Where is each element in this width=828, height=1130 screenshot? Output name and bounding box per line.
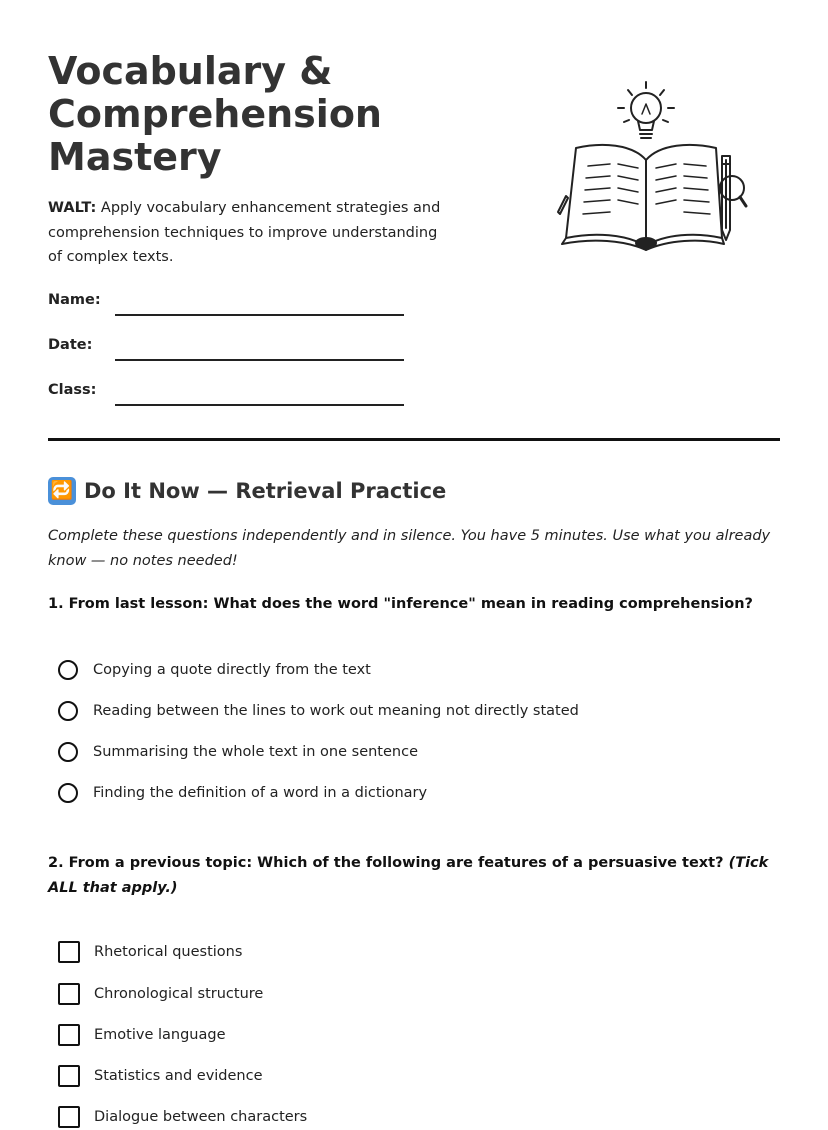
date-field[interactable] xyxy=(48,337,408,367)
option-label: Finding the definition of a word in a dictionary xyxy=(93,785,428,801)
walt-statement xyxy=(48,196,448,270)
radio-button[interactable] xyxy=(58,701,78,721)
checkbox[interactable] xyxy=(58,1106,80,1128)
answer-option[interactable] xyxy=(58,939,242,965)
checkbox[interactable] xyxy=(58,983,80,1005)
answer-option[interactable] xyxy=(58,657,371,683)
question-2 xyxy=(48,851,783,901)
name-field[interactable] xyxy=(48,292,408,322)
section-divider xyxy=(48,438,780,441)
option-label: Reading between the lines to work out meaning not directly stated xyxy=(93,703,579,719)
radio-button[interactable] xyxy=(58,742,78,762)
name-label: Name: xyxy=(48,292,101,308)
answer-option[interactable] xyxy=(58,1063,263,1089)
option-label: Summarising the whole text in one sentence xyxy=(93,744,418,760)
pen-icon xyxy=(558,196,568,214)
checkbox[interactable] xyxy=(58,1024,80,1046)
option-label: Statistics and evidence xyxy=(94,1068,263,1084)
option-label: Dialogue between characters xyxy=(94,1109,308,1125)
radio-button[interactable] xyxy=(58,660,78,680)
magnifying-glass-icon xyxy=(720,176,746,206)
section-heading xyxy=(48,476,446,506)
option-label: Rhetorical questions xyxy=(94,944,243,960)
walt-text: Apply vocabulary enhancement strategies and comprehension techniques to improve understanding of complex texts. xyxy=(48,200,441,265)
open-book-icon xyxy=(562,145,724,250)
question-number: 1. xyxy=(48,596,64,612)
walt-label: WALT: xyxy=(48,200,97,216)
class-label: Class: xyxy=(48,382,97,398)
class-answer-line[interactable] xyxy=(115,404,404,406)
option-label: Chronological structure xyxy=(94,986,264,1002)
question-instruction: (Tick ALL that apply.) xyxy=(48,855,769,896)
lightbulb-icon xyxy=(618,82,674,138)
section-instructions: Complete these questions independently and in silence. You have 5 minutes. Use what you already know — no notes needed! xyxy=(48,528,771,569)
option-label: Emotive language xyxy=(94,1027,226,1043)
class-field[interactable] xyxy=(48,382,408,412)
date-answer-line[interactable] xyxy=(115,359,404,361)
radio-button[interactable] xyxy=(58,783,78,803)
section-title: Do It Now — Retrieval Practice xyxy=(84,479,447,503)
answer-option[interactable] xyxy=(58,1022,226,1048)
page-title: Vocabulary & Comprehension Mastery xyxy=(48,49,382,179)
answer-option[interactable] xyxy=(58,981,263,1007)
date-label: Date: xyxy=(48,337,93,353)
answer-option[interactable] xyxy=(58,780,427,806)
answer-option[interactable] xyxy=(58,1104,307,1130)
open-book-lightbulb-illustration xyxy=(552,78,752,256)
checkbox[interactable] xyxy=(58,941,80,963)
question-number: 2. xyxy=(48,855,64,871)
repeat-icon: 🔁 xyxy=(48,477,76,505)
question-text: From a previous topic: Which of the following are features of a persuasive text? xyxy=(68,855,724,871)
option-label: Copying a quote directly from the text xyxy=(93,662,371,678)
answer-option[interactable] xyxy=(58,698,579,724)
question-1 xyxy=(48,592,783,617)
question-text: From last lesson: What does the word "inference" mean in reading comprehension? xyxy=(68,596,753,612)
checkbox[interactable] xyxy=(58,1065,80,1087)
answer-option[interactable] xyxy=(58,739,418,765)
name-answer-line[interactable] xyxy=(115,314,404,316)
